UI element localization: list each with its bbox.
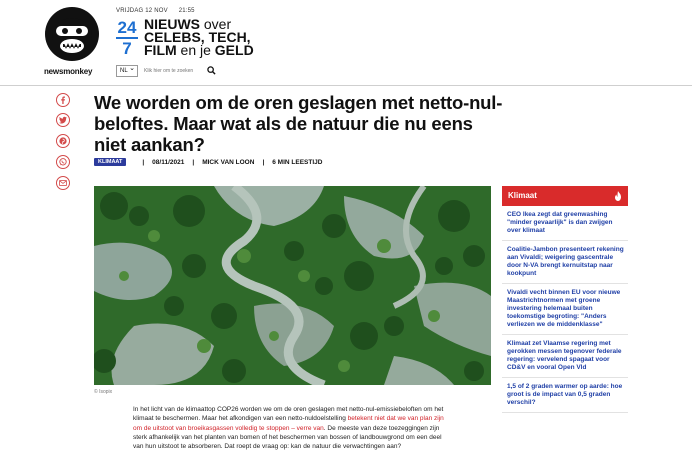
current-date: VRIJDAG 12 NOV	[116, 8, 168, 14]
site-header	[0, 0, 692, 86]
search-input[interactable]	[144, 65, 204, 77]
meta-separator: |	[142, 158, 145, 166]
body-inline-link[interactable]: betekent niet dat we van plan zijn om de uitstoot van broeikasgassen volledig te stoppen – verre van	[133, 415, 444, 432]
brand-name: newsmonkey	[44, 67, 93, 76]
sidebar-item[interactable]: Vivaldi vecht binnen EU voor nieuwe Maastrichtnormen met groene investering helemaal buiten toekomstige begroting: "Anders verliezen we de middenklasse"	[502, 284, 628, 335]
article-author[interactable]: MICK VAN LOON	[202, 158, 255, 166]
article-photo	[94, 186, 491, 385]
slogan-line2: CELEBS, TECH,	[144, 29, 251, 45]
pinterest-icon	[59, 137, 67, 145]
slogan-geld: GELD	[214, 42, 254, 58]
wetland-aerial-image	[94, 186, 491, 385]
article-meta	[94, 157, 322, 167]
article-body	[133, 405, 453, 451]
current-time: 21:55	[178, 8, 195, 14]
share-twitter-button[interactable]	[56, 113, 70, 127]
gorilla-logo-icon[interactable]	[44, 6, 100, 62]
body-text-part1: In het licht van de klimaattop COP26 worden we om de oren geslagen met netto-nul-emissiebeloften om het klimaat te beschermen. Maar het afkondigen van een netto-nuldoelstelling	[133, 406, 444, 423]
dateline	[116, 8, 204, 14]
category-badge[interactable]: KLIMAAT	[94, 158, 126, 166]
slogan-over: over	[200, 16, 232, 32]
share-facebook-button[interactable]	[56, 93, 70, 107]
sidebar-header[interactable]	[502, 186, 628, 206]
facebook-icon	[59, 96, 67, 104]
badge-24: 24	[117, 18, 137, 37]
slogan-film: FILM	[144, 42, 177, 58]
slogan	[144, 18, 254, 57]
article-date: 08/11/2021	[152, 158, 185, 166]
sidebar-item[interactable]: 1,5 of 2 graden warmer op aarde: hoe groot is de impact van 0,5 graden verschil?	[502, 378, 628, 413]
sidebar-related	[502, 186, 628, 413]
sidebar-item[interactable]: CEO Ikea zegt dat greenwashing "minder gevaarlijk" is dan zwijgen over klimaat	[502, 206, 628, 241]
share-email-button[interactable]	[56, 176, 70, 190]
badge-24-7	[116, 19, 138, 57]
meta-separator: |	[262, 158, 265, 166]
mail-icon	[59, 179, 67, 187]
sidebar-item[interactable]: Klimaat zet Vlaamse regering met gerokken messen tegenover federale regering: vervelend spagaat voor CD&V en vooral Open Vld	[502, 335, 628, 378]
sidebar-title: Klimaat	[508, 191, 537, 200]
slogan-news: NIEUWS	[144, 16, 200, 32]
search-icon[interactable]	[207, 66, 216, 75]
sidebar-item[interactable]: Coalitie-Jambon presenteert rekening aan Vivaldi; weigering gascentrale door N-VA brengt kernuitstap naar kookpunt	[502, 241, 628, 284]
badge-7: 7	[122, 39, 132, 58]
flame-icon	[612, 190, 624, 202]
article-title: We worden om de oren geslagen met netto-nul-beloftes. Maar wat als de natuur die nu eens niet aankan?	[94, 92, 503, 155]
body-text-part2: . De meeste van deze toezeggingen zijn sterk afhankelijk van het planten van bomen of het beschermen van bossen of landbouwgrond om een deel van hun uitstoot te absorberen. Dat roept de vraag op: kan de natuur die verwachtingen aan?	[133, 424, 442, 451]
twitter-icon	[59, 116, 67, 124]
share-whatsapp-button[interactable]	[56, 155, 70, 169]
meta-separator: |	[192, 158, 195, 166]
photo-credit: © Isopix	[94, 389, 113, 395]
slogan-en-je: en je	[176, 42, 215, 58]
language-select[interactable]: NL ⌄	[116, 65, 138, 77]
read-time: 6 MIN LEESTIJD	[272, 158, 323, 166]
whatsapp-icon	[59, 158, 67, 166]
header-divider	[0, 85, 692, 86]
share-pinterest-button[interactable]	[56, 134, 70, 148]
